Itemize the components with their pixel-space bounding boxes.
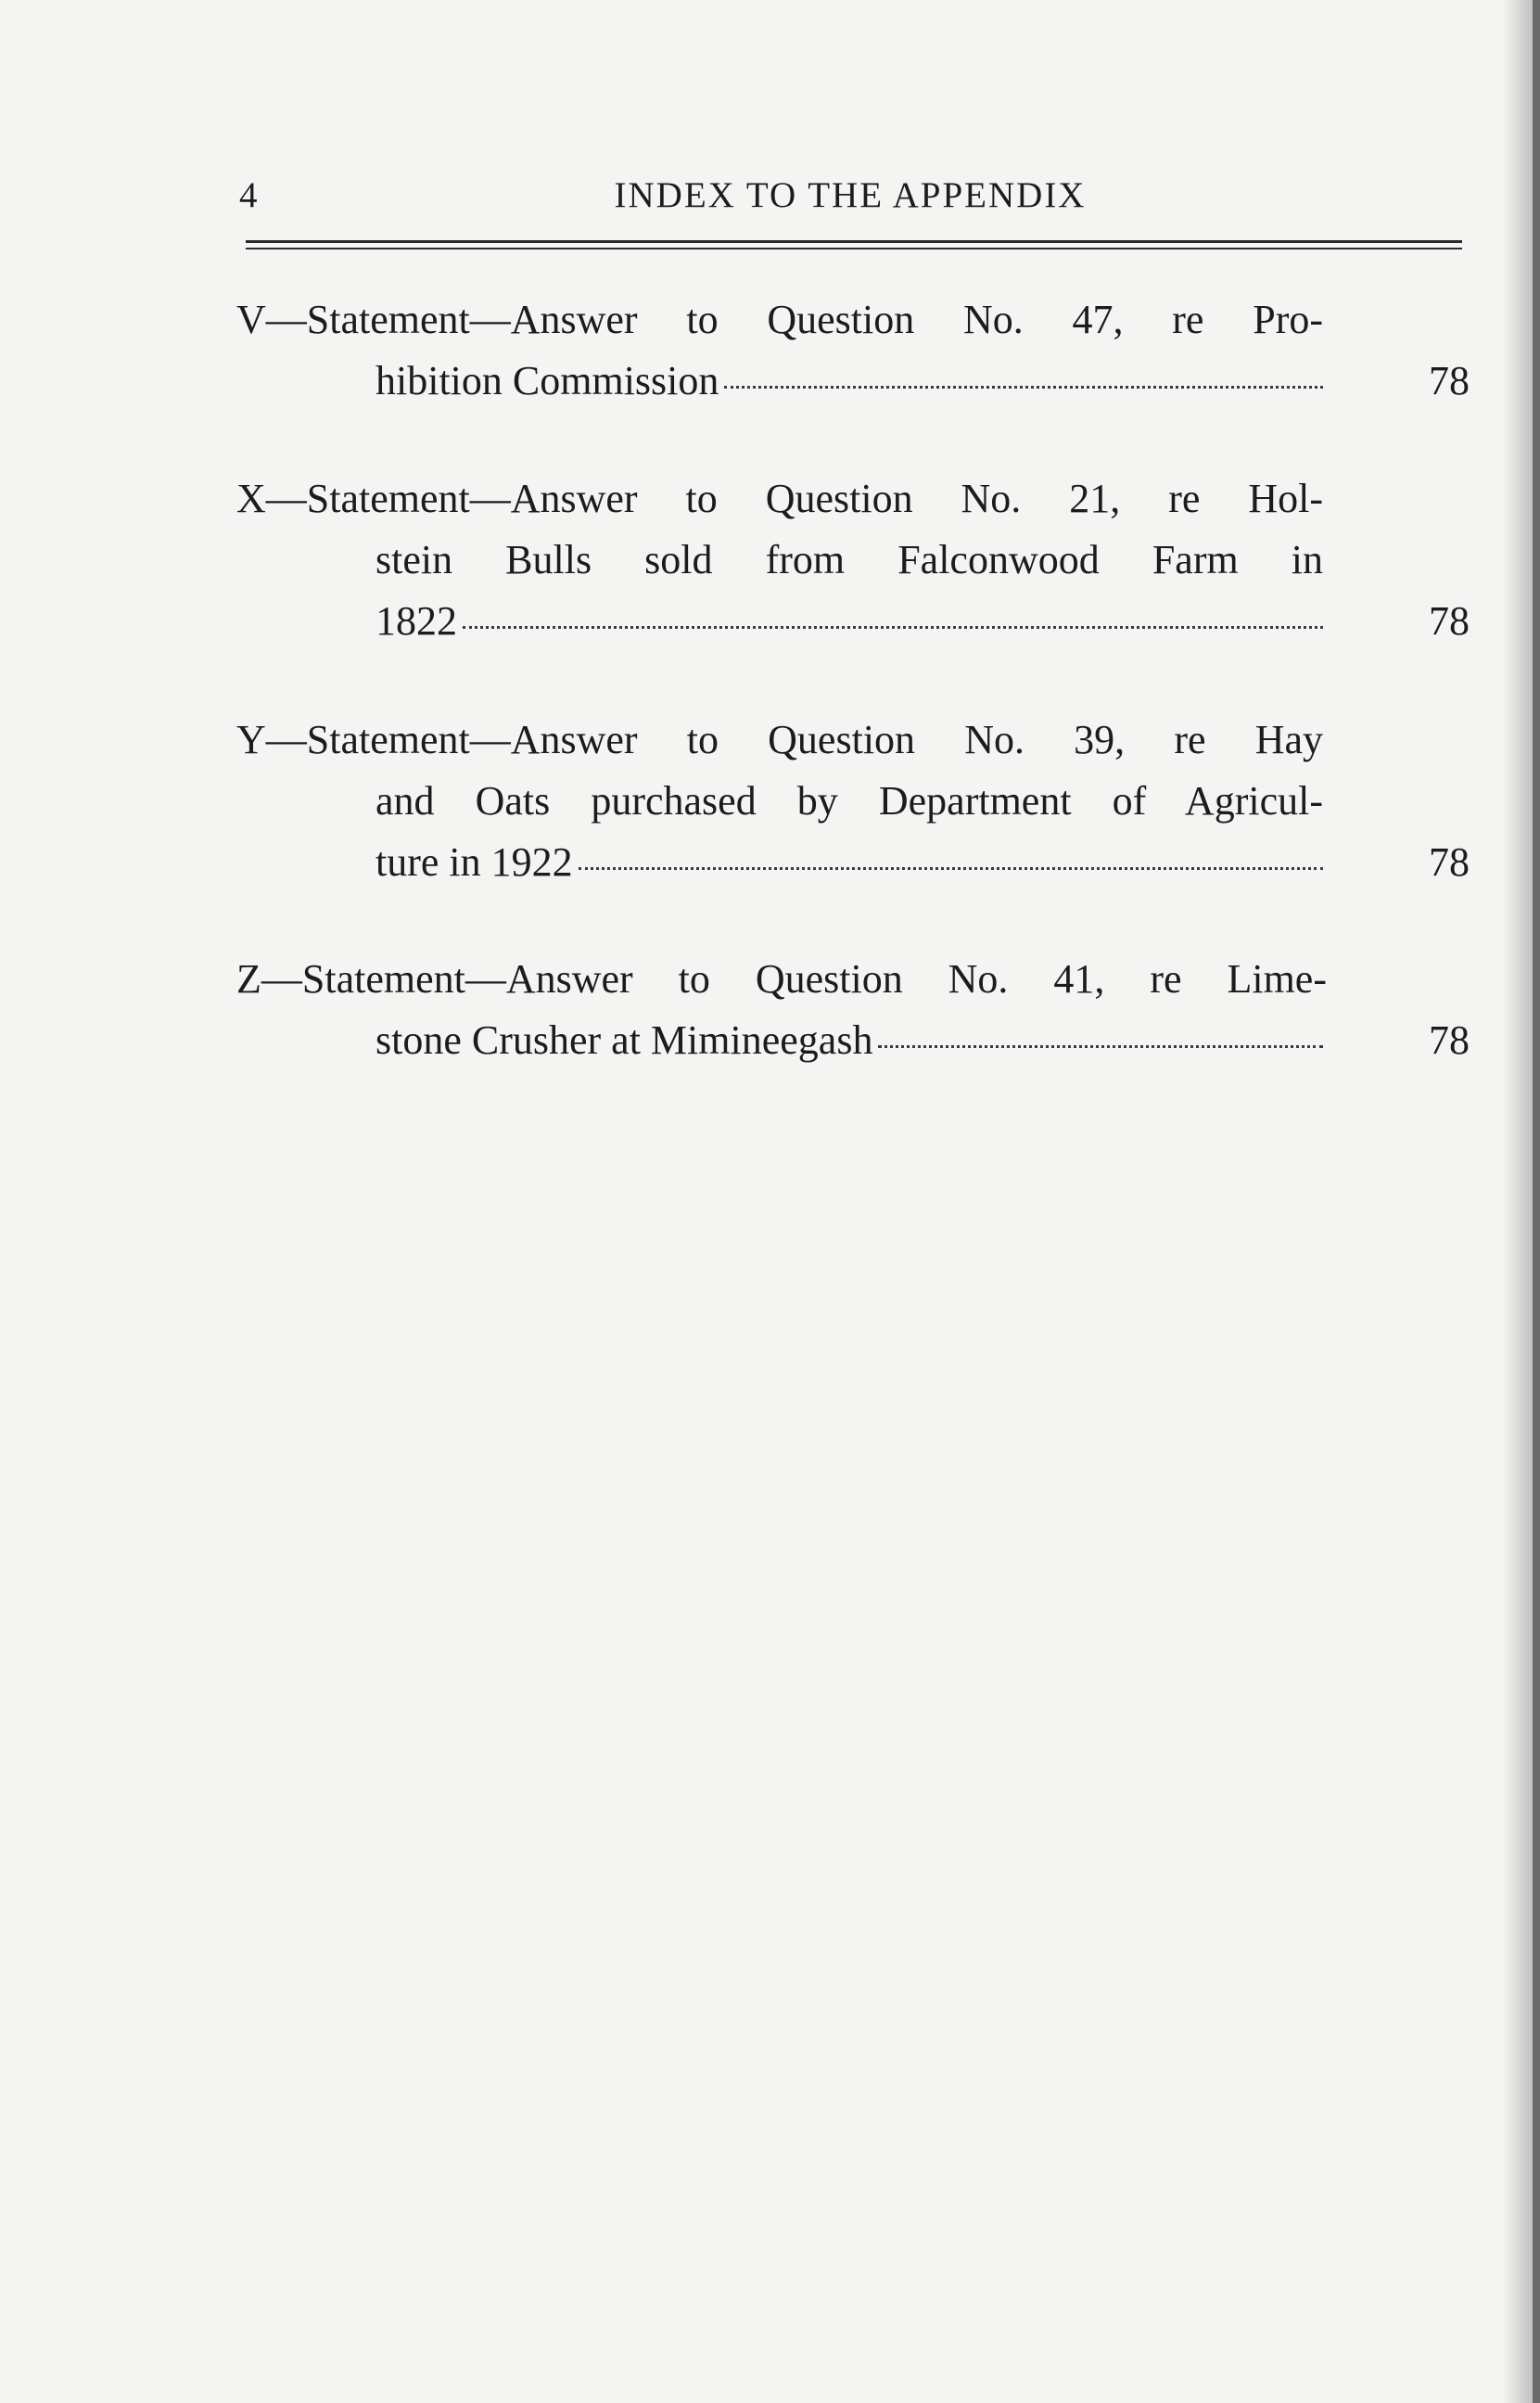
index-entry-v — [236, 289, 1470, 412]
dot-leader — [463, 626, 1323, 629]
entry-line: X—Statement—Answer to Question No. 21, re Hol- — [236, 476, 1323, 521]
dot-leader — [579, 867, 1323, 870]
entry-last-line — [236, 591, 1323, 652]
page-reference: 78 — [1429, 598, 1470, 644]
entry-last-line — [236, 351, 1323, 412]
page-header — [239, 174, 1461, 230]
entry-line-text: 1822 — [375, 598, 457, 644]
index-entry-z — [236, 949, 1470, 1071]
dot-leader — [878, 1045, 1323, 1048]
entry-line-text: hibition Commission — [375, 358, 719, 403]
page-number: 4 — [239, 175, 258, 215]
page-edge — [1533, 0, 1540, 2403]
page-reference: 78 — [1429, 839, 1470, 885]
index-entry-y — [236, 709, 1470, 893]
dot-leader — [724, 386, 1323, 389]
entry-last-line — [236, 1010, 1323, 1071]
entry-last-line — [236, 832, 1323, 893]
page-reference: 78 — [1429, 358, 1470, 403]
index-entry-x — [236, 468, 1470, 652]
entry-line: Z—Statement—Answer to Question No. 41, re Lime- — [236, 956, 1327, 1002]
entry-line-text: ture in 1922 — [375, 839, 573, 885]
running-title: INDEX TO THE APPENDIX — [614, 175, 1087, 215]
entry-line: stein Bulls sold from Falconwood Farm in — [375, 537, 1323, 582]
header-rule-top — [246, 240, 1462, 243]
entry-line: Y—Statement—Answer to Question No. 39, re Hay — [236, 717, 1323, 762]
entry-line-text: stone Crusher at Mimineegash — [375, 1017, 873, 1063]
header-rule-bottom — [246, 248, 1462, 249]
page-reference: 78 — [1429, 1017, 1470, 1063]
entry-line: and Oats purchased by Department of Agricul- — [375, 778, 1323, 824]
entry-line: V—Statement—Answer to Question No. 47, re Pro- — [236, 297, 1323, 342]
